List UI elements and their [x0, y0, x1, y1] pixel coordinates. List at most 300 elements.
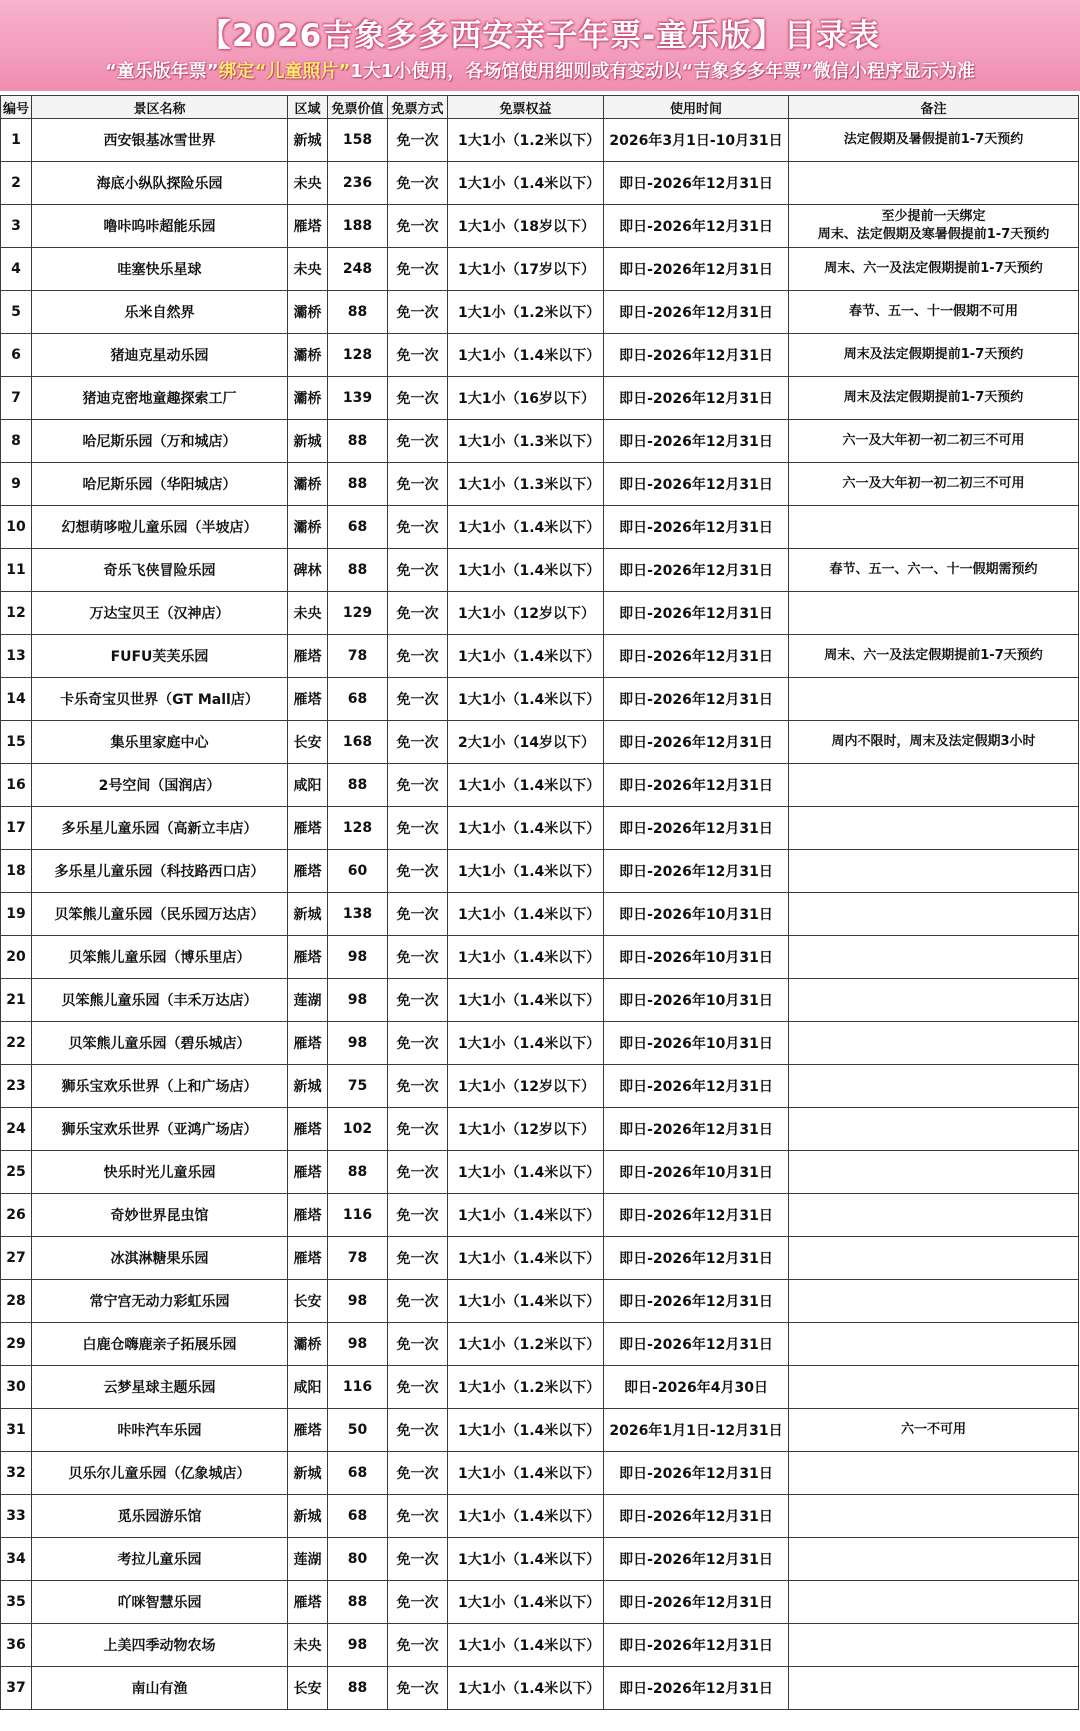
remarks-cell: 春节、五一、六一、十一假期需预约 — [789, 549, 1079, 592]
attraction-name-cell: FUFU芙芙乐园 — [32, 635, 288, 678]
attraction-name-cell: 卡乐奇宝贝世界（GT Mall店） — [32, 678, 288, 721]
free-method-cell: 免一次 — [388, 678, 448, 721]
free-method-cell: 免一次 — [388, 764, 448, 807]
attraction-name-cell: 贝笨熊儿童乐园（博乐里店） — [32, 936, 288, 979]
valid-period-cell: 即日-2026年10月31日 — [604, 1022, 789, 1065]
district-cell: 未央 — [288, 592, 328, 635]
attraction-name-cell: 幻想萌哆啦儿童乐园（半坡店） — [32, 506, 288, 549]
ticket-value-cell: 88 — [328, 420, 388, 463]
valid-period-cell: 即日-2026年12月31日 — [604, 463, 789, 506]
table-row — [1, 1452, 1079, 1495]
benefit-cell: 1大1小（1.4米以下） — [448, 162, 604, 205]
row-number-cell: 24 — [1, 1108, 32, 1151]
attraction-name-cell: 集乐里家庭中心 — [32, 721, 288, 764]
benefit-cell: 1大1小（1.2米以下） — [448, 291, 604, 334]
table-body — [1, 119, 1079, 1710]
benefit-cell: 1大1小（1.4米以下） — [448, 1237, 604, 1280]
attraction-name-cell: 贝笨熊儿童乐园（丰禾万达店） — [32, 979, 288, 1022]
remarks-cell — [789, 205, 1079, 248]
benefit-cell: 1大1小（1.4米以下） — [448, 807, 604, 850]
ticket-value-cell: 68 — [328, 1452, 388, 1495]
remarks-cell — [789, 1366, 1079, 1409]
attraction-name-cell: 多乐星儿童乐园（科技路西口店） — [32, 850, 288, 893]
valid-period-cell: 即日-2026年12月31日 — [604, 592, 789, 635]
table-row — [1, 1323, 1079, 1366]
benefit-cell: 1大1小（1.4米以下） — [448, 1022, 604, 1065]
row-number-cell: 7 — [1, 377, 32, 420]
free-method-cell: 免一次 — [388, 979, 448, 1022]
benefit-cell: 1大1小（1.4米以下） — [448, 1151, 604, 1194]
valid-period-cell: 即日-2026年12月31日 — [604, 764, 789, 807]
valid-period-cell: 即日-2026年12月31日 — [604, 377, 789, 420]
row-number-cell: 36 — [1, 1624, 32, 1667]
table-row — [1, 205, 1079, 248]
attraction-name-cell: 多乐星儿童乐园（高新立丰店） — [32, 807, 288, 850]
remarks-cell — [789, 1108, 1079, 1151]
row-number-cell: 2 — [1, 162, 32, 205]
remarks-cell — [789, 1237, 1079, 1280]
free-method-cell: 免一次 — [388, 377, 448, 420]
remarks-cell — [789, 592, 1079, 635]
attraction-name-cell: 西安银基冰雪世界 — [32, 119, 288, 162]
table-row — [1, 463, 1079, 506]
district-cell: 灞桥 — [288, 291, 328, 334]
col-district-header: 区域 — [288, 96, 328, 119]
attraction-name-cell: 哇塞快乐星球 — [32, 248, 288, 291]
valid-period-cell: 即日-2026年10月31日 — [604, 893, 789, 936]
free-method-cell: 免一次 — [388, 1237, 448, 1280]
valid-period-cell: 即日-2026年12月31日 — [604, 1194, 789, 1237]
row-number-cell: 35 — [1, 1581, 32, 1624]
district-cell: 咸阳 — [288, 764, 328, 807]
row-number-cell: 3 — [1, 205, 32, 248]
benefit-cell: 2大1小（14岁以下） — [448, 721, 604, 764]
remarks-cell — [789, 1538, 1079, 1581]
free-method-cell: 免一次 — [388, 334, 448, 377]
district-cell: 长安 — [288, 721, 328, 764]
row-number-cell: 17 — [1, 807, 32, 850]
col-number-header: 编号 — [1, 96, 32, 119]
row-number-cell: 13 — [1, 635, 32, 678]
subtitle-part: 1大1小使用，各场馆使用细则或有变动以“吉象多多年票”微信小程序显示为准 — [350, 61, 976, 82]
free-method-cell: 免一次 — [388, 1151, 448, 1194]
benefit-cell: 1大1小（1.4米以下） — [448, 936, 604, 979]
row-number-cell: 19 — [1, 893, 32, 936]
ticket-value-cell: 168 — [328, 721, 388, 764]
col-remarks-header: 备注 — [789, 96, 1079, 119]
attraction-name-cell: 考拉儿童乐园 — [32, 1538, 288, 1581]
row-number-cell: 6 — [1, 334, 32, 377]
valid-period-cell: 即日-2026年12月31日 — [604, 205, 789, 248]
district-cell: 碑林 — [288, 549, 328, 592]
ticket-value-cell: 68 — [328, 506, 388, 549]
ticket-value-cell: 128 — [328, 807, 388, 850]
valid-period-cell: 即日-2026年12月31日 — [604, 1667, 789, 1710]
valid-period-cell: 即日-2026年12月31日 — [604, 1538, 789, 1581]
free-method-cell: 免一次 — [388, 291, 448, 334]
ticket-value-cell: 88 — [328, 1151, 388, 1194]
free-method-cell: 免一次 — [388, 1194, 448, 1237]
district-cell: 雁塔 — [288, 1237, 328, 1280]
attraction-name-cell: 觅乐园游乐馆 — [32, 1495, 288, 1538]
ticket-value-cell: 188 — [328, 205, 388, 248]
valid-period-cell: 2026年1月1日-12月31日 — [604, 1409, 789, 1452]
district-cell: 雁塔 — [288, 1194, 328, 1237]
attraction-name-cell: 哈尼斯乐园（华阳城店） — [32, 463, 288, 506]
row-number-cell: 25 — [1, 1151, 32, 1194]
table-row — [1, 1194, 1079, 1237]
remarks-cell — [789, 1194, 1079, 1237]
ticket-value-cell: 128 — [328, 334, 388, 377]
district-cell: 雁塔 — [288, 1409, 328, 1452]
free-method-cell: 免一次 — [388, 893, 448, 936]
attraction-name-cell: 万达宝贝王（汉神店） — [32, 592, 288, 635]
table-row — [1, 119, 1079, 162]
attraction-name-cell: 贝笨熊儿童乐园（碧乐城店） — [32, 1022, 288, 1065]
benefit-cell: 1大1小（1.4米以下） — [448, 1624, 604, 1667]
page-subtitle — [0, 57, 1080, 83]
district-cell: 灞桥 — [288, 506, 328, 549]
table-row — [1, 678, 1079, 721]
benefit-cell: 1大1小（1.4米以下） — [448, 979, 604, 1022]
row-number-cell: 18 — [1, 850, 32, 893]
remarks-cell — [789, 893, 1079, 936]
valid-period-cell: 即日-2026年12月31日 — [604, 248, 789, 291]
benefit-cell: 1大1小（1.4米以下） — [448, 1280, 604, 1323]
table-row — [1, 764, 1079, 807]
remarks-line: 周末、法定假期及寒暑假提前1-7天预约 — [817, 227, 1050, 242]
ticket-value-cell: 236 — [328, 162, 388, 205]
ticket-value-cell: 98 — [328, 979, 388, 1022]
district-cell: 雁塔 — [288, 635, 328, 678]
table-row — [1, 1065, 1079, 1108]
benefit-cell: 1大1小（12岁以下） — [448, 1065, 604, 1108]
attraction-name-cell: 乐米自然界 — [32, 291, 288, 334]
remarks-cell — [789, 936, 1079, 979]
valid-period-cell: 即日-2026年12月31日 — [604, 1581, 789, 1624]
ticket-value-cell: 88 — [328, 1581, 388, 1624]
free-method-cell: 免一次 — [388, 549, 448, 592]
free-method-cell: 免一次 — [388, 420, 448, 463]
header-banner — [0, 0, 1080, 91]
row-number-cell: 15 — [1, 721, 32, 764]
remarks-cell: 周末及法定假期提前1-7天预约 — [789, 377, 1079, 420]
table-row — [1, 420, 1079, 463]
table-row — [1, 893, 1079, 936]
free-method-cell: 免一次 — [388, 205, 448, 248]
attraction-name-cell: 咔咔汽车乐园 — [32, 1409, 288, 1452]
free-method-cell: 免一次 — [388, 162, 448, 205]
free-method-cell: 免一次 — [388, 850, 448, 893]
benefit-cell: 1大1小（1.4米以下） — [448, 635, 604, 678]
valid-period-cell: 即日-2026年10月31日 — [604, 1151, 789, 1194]
free-method-cell: 免一次 — [388, 1538, 448, 1581]
valid-period-cell: 即日-2026年12月31日 — [604, 1495, 789, 1538]
table-row — [1, 1022, 1079, 1065]
subtitle-part: “儿童照片” — [254, 61, 351, 82]
district-cell: 未央 — [288, 162, 328, 205]
ticket-value-cell: 78 — [328, 1237, 388, 1280]
attraction-name-cell: 冰淇淋糖果乐园 — [32, 1237, 288, 1280]
district-cell: 灞桥 — [288, 1323, 328, 1366]
attraction-name-cell: 贝乐尔儿童乐园（亿象城店） — [32, 1452, 288, 1495]
benefit-cell: 1大1小（16岁以下） — [448, 377, 604, 420]
free-method-cell: 免一次 — [388, 721, 448, 764]
remarks-cell — [789, 1323, 1079, 1366]
benefit-cell: 1大1小（1.3米以下） — [448, 463, 604, 506]
benefit-cell: 1大1小（1.2米以下） — [448, 1323, 604, 1366]
district-cell: 新城 — [288, 1495, 328, 1538]
free-method-cell: 免一次 — [388, 119, 448, 162]
row-number-cell: 10 — [1, 506, 32, 549]
ticket-value-cell: 78 — [328, 635, 388, 678]
subtitle-part: 绑定 — [218, 61, 255, 82]
attraction-name-cell: 海底小纵队探险乐园 — [32, 162, 288, 205]
benefit-cell: 1大1小（18岁以下） — [448, 205, 604, 248]
remarks-cell: 周末、六一及法定假期提前1-7天预约 — [789, 635, 1079, 678]
remarks-cell — [789, 678, 1079, 721]
row-number-cell: 5 — [1, 291, 32, 334]
row-number-cell: 32 — [1, 1452, 32, 1495]
col-valid-period-header: 使用时间 — [604, 96, 789, 119]
valid-period-cell: 即日-2026年12月31日 — [604, 850, 789, 893]
benefit-cell: 1大1小（1.4米以下） — [448, 334, 604, 377]
attraction-name-cell: 奇乐飞侠冒险乐园 — [32, 549, 288, 592]
remarks-cell: 六一及大年初一初二初三不可用 — [789, 420, 1079, 463]
attraction-name-cell: 狮乐宝欢乐世界（上和广场店） — [32, 1065, 288, 1108]
col-benefit-header: 免票权益 — [448, 96, 604, 119]
benefit-cell: 1大1小（1.4米以下） — [448, 764, 604, 807]
table-row — [1, 592, 1079, 635]
valid-period-cell: 即日-2026年4月30日 — [604, 1366, 789, 1409]
row-number-cell: 8 — [1, 420, 32, 463]
district-cell: 灞桥 — [288, 463, 328, 506]
remarks-line: 至少提前一天绑定 — [881, 209, 986, 224]
table-row — [1, 377, 1079, 420]
remarks-cell — [789, 979, 1079, 1022]
ticket-value-cell: 50 — [328, 1409, 388, 1452]
ticket-value-cell: 68 — [328, 1495, 388, 1538]
row-number-cell: 12 — [1, 592, 32, 635]
benefit-cell: 1大1小（1.4米以下） — [448, 1581, 604, 1624]
row-number-cell: 28 — [1, 1280, 32, 1323]
district-cell: 新城 — [288, 420, 328, 463]
free-method-cell: 免一次 — [388, 1108, 448, 1151]
row-number-cell: 26 — [1, 1194, 32, 1237]
table-row — [1, 334, 1079, 377]
table-row — [1, 1280, 1079, 1323]
ticket-value-cell: 80 — [328, 1538, 388, 1581]
free-method-cell: 免一次 — [388, 506, 448, 549]
district-cell: 雁塔 — [288, 205, 328, 248]
valid-period-cell: 即日-2026年12月31日 — [604, 506, 789, 549]
benefit-cell: 1大1小（1.4米以下） — [448, 1495, 604, 1538]
district-cell: 咸阳 — [288, 1366, 328, 1409]
district-cell: 新城 — [288, 1065, 328, 1108]
attraction-name-cell: 吖咪智慧乐园 — [32, 1581, 288, 1624]
attraction-name-cell: 南山有渔 — [32, 1667, 288, 1710]
district-cell: 新城 — [288, 119, 328, 162]
benefit-cell: 1大1小（1.4米以下） — [448, 549, 604, 592]
free-method-cell: 免一次 — [388, 1581, 448, 1624]
ticket-value-cell: 98 — [328, 1323, 388, 1366]
valid-period-cell: 即日-2026年12月31日 — [604, 1108, 789, 1151]
district-cell: 未央 — [288, 248, 328, 291]
remarks-cell — [789, 807, 1079, 850]
ticket-value-cell: 88 — [328, 549, 388, 592]
valid-period-cell: 即日-2026年12月31日 — [604, 420, 789, 463]
table-row — [1, 1624, 1079, 1667]
row-number-cell: 37 — [1, 1667, 32, 1710]
ticket-value-cell: 129 — [328, 592, 388, 635]
table-row — [1, 1409, 1079, 1452]
col-attraction-name-header: 景区名称 — [32, 96, 288, 119]
table-row — [1, 1151, 1079, 1194]
attraction-name-cell: 云梦星球主题乐园 — [32, 1366, 288, 1409]
district-cell: 雁塔 — [288, 1581, 328, 1624]
attraction-name-cell: 噜咔呜咔超能乐园 — [32, 205, 288, 248]
remarks-cell: 春节、五一、十一假期不可用 — [789, 291, 1079, 334]
ticket-value-cell: 98 — [328, 936, 388, 979]
district-cell: 雁塔 — [288, 1022, 328, 1065]
table-row — [1, 807, 1079, 850]
row-number-cell: 22 — [1, 1022, 32, 1065]
table-row — [1, 1495, 1079, 1538]
table-row — [1, 1581, 1079, 1624]
valid-period-cell: 即日-2026年12月31日 — [604, 807, 789, 850]
district-cell: 雁塔 — [288, 1108, 328, 1151]
attraction-name-cell: 猪迪克星动乐园 — [32, 334, 288, 377]
row-number-cell: 34 — [1, 1538, 32, 1581]
ticket-value-cell: 116 — [328, 1194, 388, 1237]
remarks-cell — [789, 850, 1079, 893]
valid-period-cell: 即日-2026年12月31日 — [604, 1624, 789, 1667]
valid-period-cell: 即日-2026年12月31日 — [604, 162, 789, 205]
ticket-value-cell: 88 — [328, 764, 388, 807]
remarks-cell — [789, 1065, 1079, 1108]
district-cell: 新城 — [288, 1452, 328, 1495]
remarks-cell — [789, 1667, 1079, 1710]
table-row — [1, 1667, 1079, 1710]
remarks-cell — [789, 506, 1079, 549]
free-method-cell: 免一次 — [388, 1280, 448, 1323]
district-cell: 长安 — [288, 1667, 328, 1710]
remarks-cell: 周末及法定假期提前1-7天预约 — [789, 334, 1079, 377]
district-cell: 灞桥 — [288, 334, 328, 377]
table-row — [1, 291, 1079, 334]
table-row — [1, 850, 1079, 893]
ticket-value-cell: 98 — [328, 1624, 388, 1667]
table-row — [1, 549, 1079, 592]
benefit-cell: 1大1小（1.4米以下） — [448, 1452, 604, 1495]
free-method-cell: 免一次 — [388, 936, 448, 979]
table-header-row — [1, 96, 1079, 119]
ticket-value-cell: 60 — [328, 850, 388, 893]
benefit-cell: 1大1小（1.4米以下） — [448, 506, 604, 549]
table-row — [1, 635, 1079, 678]
remarks-cell: 法定假期及暑假提前1-7天预约 — [789, 119, 1079, 162]
attraction-name-cell: 常宁宫无动力彩虹乐园 — [32, 1280, 288, 1323]
district-cell: 长安 — [288, 1280, 328, 1323]
ticket-value-cell: 75 — [328, 1065, 388, 1108]
free-method-cell: 免一次 — [388, 1323, 448, 1366]
district-cell: 莲湖 — [288, 979, 328, 1022]
subtitle-part: “童乐版年票” — [104, 61, 219, 82]
remarks-cell — [789, 1151, 1079, 1194]
free-method-cell: 免一次 — [388, 1409, 448, 1452]
remarks-cell — [789, 1280, 1079, 1323]
free-method-cell: 免一次 — [388, 1022, 448, 1065]
district-cell: 雁塔 — [288, 850, 328, 893]
page-title: 【2026吉象多多西安亲子年票-童乐版】目录表 — [199, 18, 881, 54]
ticket-value-cell: 116 — [328, 1366, 388, 1409]
district-cell: 新城 — [288, 893, 328, 936]
table-row — [1, 1237, 1079, 1280]
row-number-cell: 1 — [1, 119, 32, 162]
valid-period-cell: 即日-2026年10月31日 — [604, 936, 789, 979]
attraction-name-cell: 狮乐宝欢乐世界（亚鸿广场店） — [32, 1108, 288, 1151]
valid-period-cell: 即日-2026年12月31日 — [604, 1237, 789, 1280]
row-number-cell: 33 — [1, 1495, 32, 1538]
free-method-cell: 免一次 — [388, 1366, 448, 1409]
valid-period-cell: 即日-2026年12月31日 — [604, 635, 789, 678]
benefit-cell: 1大1小（1.4米以下） — [448, 678, 604, 721]
col-ticket-value-header: 免票价值 — [328, 96, 388, 119]
col-free-method-header: 免票方式 — [388, 96, 448, 119]
benefit-cell: 1大1小（1.2米以下） — [448, 119, 604, 162]
ticket-value-cell: 68 — [328, 678, 388, 721]
benefit-cell: 1大1小（1.4米以下） — [448, 1409, 604, 1452]
row-number-cell: 9 — [1, 463, 32, 506]
attraction-name-cell: 贝笨熊儿童乐园（民乐园万达店） — [32, 893, 288, 936]
attraction-name-cell: 快乐时光儿童乐园 — [32, 1151, 288, 1194]
free-method-cell: 免一次 — [388, 635, 448, 678]
table-row — [1, 979, 1079, 1022]
ticket-value-cell: 138 — [328, 893, 388, 936]
row-number-cell: 4 — [1, 248, 32, 291]
row-number-cell: 27 — [1, 1237, 32, 1280]
row-number-cell: 21 — [1, 979, 32, 1022]
ticket-value-cell: 98 — [328, 1280, 388, 1323]
remarks-cell — [789, 1624, 1079, 1667]
free-method-cell: 免一次 — [388, 248, 448, 291]
catalog-table — [0, 95, 1079, 1710]
benefit-cell: 1大1小（1.4米以下） — [448, 1194, 604, 1237]
valid-period-cell: 2026年3月1日-10月31日 — [604, 119, 789, 162]
table-row — [1, 936, 1079, 979]
valid-period-cell: 即日-2026年12月31日 — [604, 1323, 789, 1366]
valid-period-cell: 即日-2026年12月31日 — [604, 1280, 789, 1323]
benefit-cell: 1大1小（1.2米以下） — [448, 1366, 604, 1409]
district-cell: 莲湖 — [288, 1538, 328, 1581]
attraction-name-cell: 奇妙世界昆虫馆 — [32, 1194, 288, 1237]
row-number-cell: 14 — [1, 678, 32, 721]
district-cell: 雁塔 — [288, 1151, 328, 1194]
ticket-value-cell: 139 — [328, 377, 388, 420]
benefit-cell: 1大1小（1.4米以下） — [448, 1667, 604, 1710]
free-method-cell: 免一次 — [388, 1667, 448, 1710]
attraction-name-cell: 白鹿仓嗨鹿亲子拓展乐园 — [32, 1323, 288, 1366]
table-row — [1, 1108, 1079, 1151]
benefit-cell: 1大1小（12岁以下） — [448, 592, 604, 635]
remarks-cell — [789, 764, 1079, 807]
remarks-cell: 周末、六一及法定假期提前1-7天预约 — [789, 248, 1079, 291]
remarks-cell: 六一不可用 — [789, 1409, 1079, 1452]
row-number-cell: 31 — [1, 1409, 32, 1452]
row-number-cell: 23 — [1, 1065, 32, 1108]
remarks-cell: 周内不限时，周末及法定假期3小时 — [789, 721, 1079, 764]
row-number-cell: 11 — [1, 549, 32, 592]
